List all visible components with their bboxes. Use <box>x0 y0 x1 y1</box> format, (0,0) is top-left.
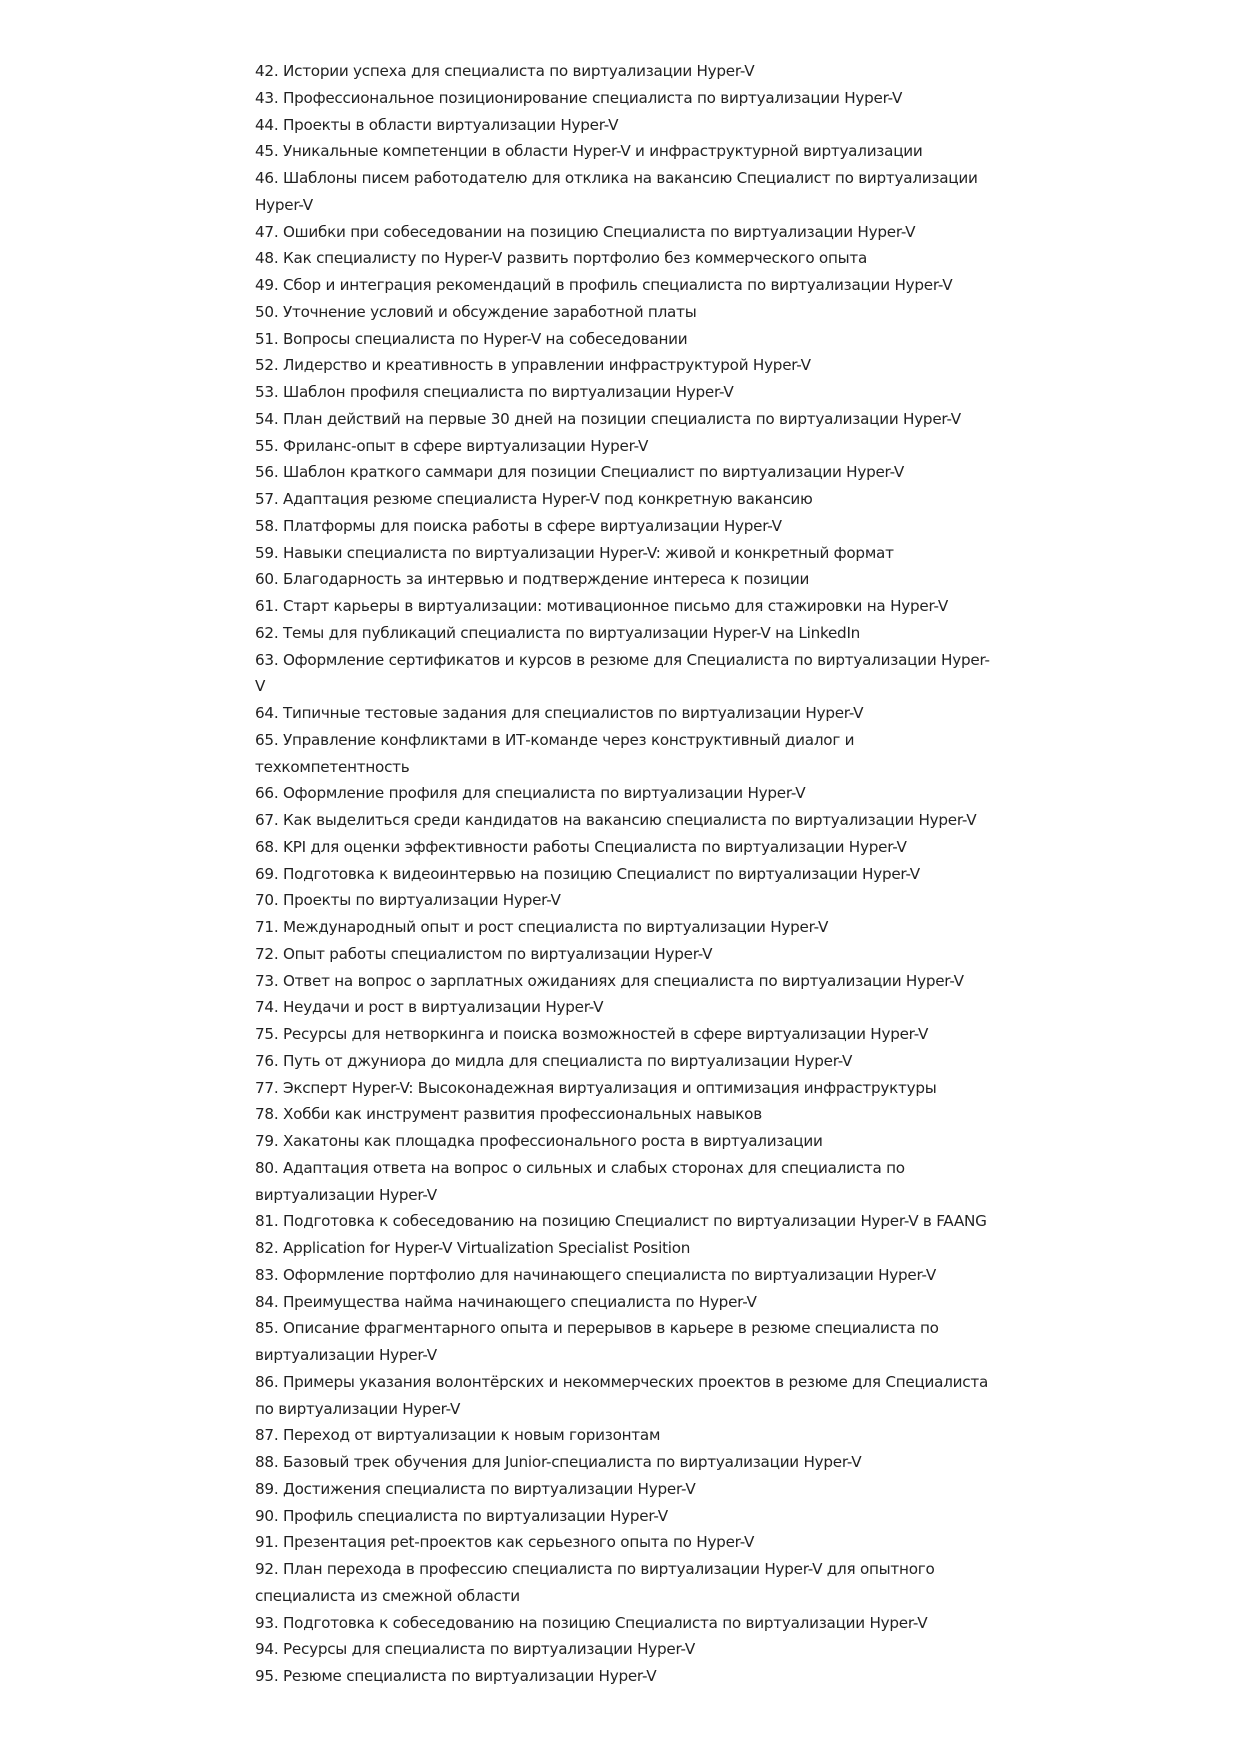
list-item: 42. Истории успеха для специалиста по виртуализации Hyper-V <box>255 62 755 80</box>
list-item: 93. Подготовка к собеседованию на позицию Специалиста по виртуализации Hyper-V <box>255 1613 928 1632</box>
list-item: 65. Управление конфликтами в ИТ-команде через конструктивный диалог и техкомпетентность <box>255 730 855 776</box>
list-item: 57. Адаптация резюме специалиста Hyper-V под конкретную вакансию <box>255 490 813 508</box>
list-item: 91. Презентация pet-проектов как серьезного опыта по Hyper-V <box>255 1533 755 1552</box>
list-item: 44. Проекты в области виртуализации Hyper-V <box>255 115 619 134</box>
list-item: 82. Application for Hyper-V Virtualization Specialist Position <box>255 1239 691 1257</box>
list-item: 47. Ошибки при собеседовании на позицию Специалиста по виртуализации Hyper-V <box>255 222 916 241</box>
list-item: 78. Хобби как инструмент развития профессиональных навыков <box>255 1105 762 1124</box>
list-item: 66. Оформление профиля для специалиста по виртуализации Hyper-V <box>255 784 806 803</box>
list-item: 95. Резюме специалиста по виртуализации Hyper-V <box>255 1667 657 1685</box>
list-item: 85. Описание фрагментарного опыта и перерывов в карьере в резюме специалиста по виртуализации Hyper-V <box>255 1319 939 1364</box>
list-item: 73. Ответ на вопрос о зарплатных ожиданиях для специалиста по виртуализации Hyper-V <box>255 971 964 990</box>
list-item: 61. Старт карьеры в виртуализации: мотивационное письмо для стажировки на Hyper-V <box>255 597 948 615</box>
list-item: 80. Адаптация ответа на вопрос о сильных и слабых сторонах для специалиста по виртуализации Hyper-V <box>255 1158 905 1204</box>
list-item: 56. Шаблон краткого саммари для позиции Специалист по виртуализации Hyper-V <box>255 463 905 482</box>
list-item: 51. Вопросы специалиста по Hyper-V на собеседовании <box>255 329 688 348</box>
list-item: 64. Типичные тестовые задания для специалистов по виртуализации Hyper-V <box>255 704 864 722</box>
list-item: 54. План действий на первые 30 дней на позиции специалиста по виртуализации Hyper-V <box>255 409 961 428</box>
list-item: 79. Хакатоны как площадка профессионального роста в виртуализации <box>255 1132 823 1150</box>
list-item: 45. Уникальные компетенции в области Hyper-V и инфраструктурной виртуализации <box>255 142 923 161</box>
list-item: 50. Уточнение условий и обсуждение заработной платы <box>255 302 697 321</box>
list-item: 72. Опыт работы специалистом по виртуализации Hyper-V <box>255 944 713 963</box>
list-item: 89. Достижения специалиста по виртуализации Hyper-V <box>255 1479 696 1498</box>
list-item: 67. Как выделиться среди кандидатов на вакансию специалиста по виртуализации Hyper-V <box>255 811 977 829</box>
list-item: 70. Проекты по виртуализации Hyper-V <box>255 891 561 910</box>
list-item: 90. Профиль специалиста по виртуализации Hyper-V <box>255 1506 668 1525</box>
list-item: 88. Базовый трек обучения для Junior-специалиста по виртуализации Hyper-V <box>255 1453 862 1471</box>
list-item: 77. Эксперт Hyper-V: Высоконадежная виртуализация и оптимизация инфраструктуры <box>255 1078 937 1097</box>
list-item: 75. Ресурсы для нетворкинга и поиска возможностей в сфере виртуализации Hyper-V <box>255 1025 929 1043</box>
list-item: 76. Путь от джуниора до мидла для специалиста по виртуализации Hyper-V <box>255 1051 853 1070</box>
list-item: 71. Международный опыт и рост специалиста по виртуализации Hyper-V <box>255 918 829 936</box>
list-item: 69. Подготовка к видеоинтервью на позицию Специалист по виртуализации Hyper-V <box>255 864 920 883</box>
list-item: 81. Подготовка к собеседованию на позицию Специалист по виртуализации Hyper-V в FAANG <box>255 1212 987 1231</box>
list-item: 46. Шаблоны писем работодателю для отклика на вакансию Специалист по виртуализации Hyper-V <box>255 169 978 214</box>
list-item: 48. Как специалисту по Hyper-V развить портфолио без коммерческого опыта <box>255 249 868 268</box>
list-item: 62. Темы для публикаций специалиста по виртуализации Hyper-V на LinkedIn <box>255 623 861 642</box>
list-item: 60. Благодарность за интервью и подтверждение интереса к позиции <box>255 570 810 589</box>
document-page <box>255 58 995 1690</box>
list-item: 59. Навыки специалиста по виртуализации Hyper-V: живой и конкретный формат <box>255 543 894 562</box>
list-item: 53. Шаблон профиля специалиста по виртуализации Hyper-V <box>255 383 734 401</box>
list-item: 43. Профессиональное позиционирование специалиста по виртуализации Hyper-V <box>255 88 903 107</box>
table-of-contents-list <box>255 58 995 1690</box>
list-item: 52. Лидерство и креативность в управлении инфраструктурой Hyper-V <box>255 356 811 375</box>
list-item: 74. Неудачи и рост в виртуализации Hyper-V <box>255 998 604 1017</box>
list-item: 58. Платформы для поиска работы в сфере виртуализации Hyper-V <box>255 516 782 535</box>
list-item: 84. Преимущества найма начинающего специалиста по Hyper-V <box>255 1292 757 1311</box>
list-item: 83. Оформление портфолио для начинающего специалиста по виртуализации Hyper-V <box>255 1265 936 1284</box>
list-item: 86. Примеры указания волонтёрских и некоммерческих проектов в резюме для Специалиста по виртуализации Hyper-V <box>255 1372 989 1418</box>
list-item: 68. KPI для оценки эффективности работы Специалиста по виртуализации Hyper-V <box>255 837 907 856</box>
list-item: 63. Оформление сертификатов и курсов в резюме для Специалиста по виртуализации Hyper-V <box>255 650 990 696</box>
list-item: 87. Переход от виртуализации к новым горизонтам <box>255 1426 661 1445</box>
list-item: 94. Ресурсы для специалиста по виртуализации Hyper-V <box>255 1640 696 1659</box>
list-item: 55. Фриланс-опыт в сфере виртуализации Hyper-V <box>255 436 649 455</box>
list-item: 49. Сбор и интеграция рекомендаций в профиль специалиста по виртуализации Hyper-V <box>255 276 953 294</box>
list-item: 92. План перехода в профессию специалиста по виртуализации Hyper-V для опытного специалиста из смежной области <box>255 1560 935 1605</box>
